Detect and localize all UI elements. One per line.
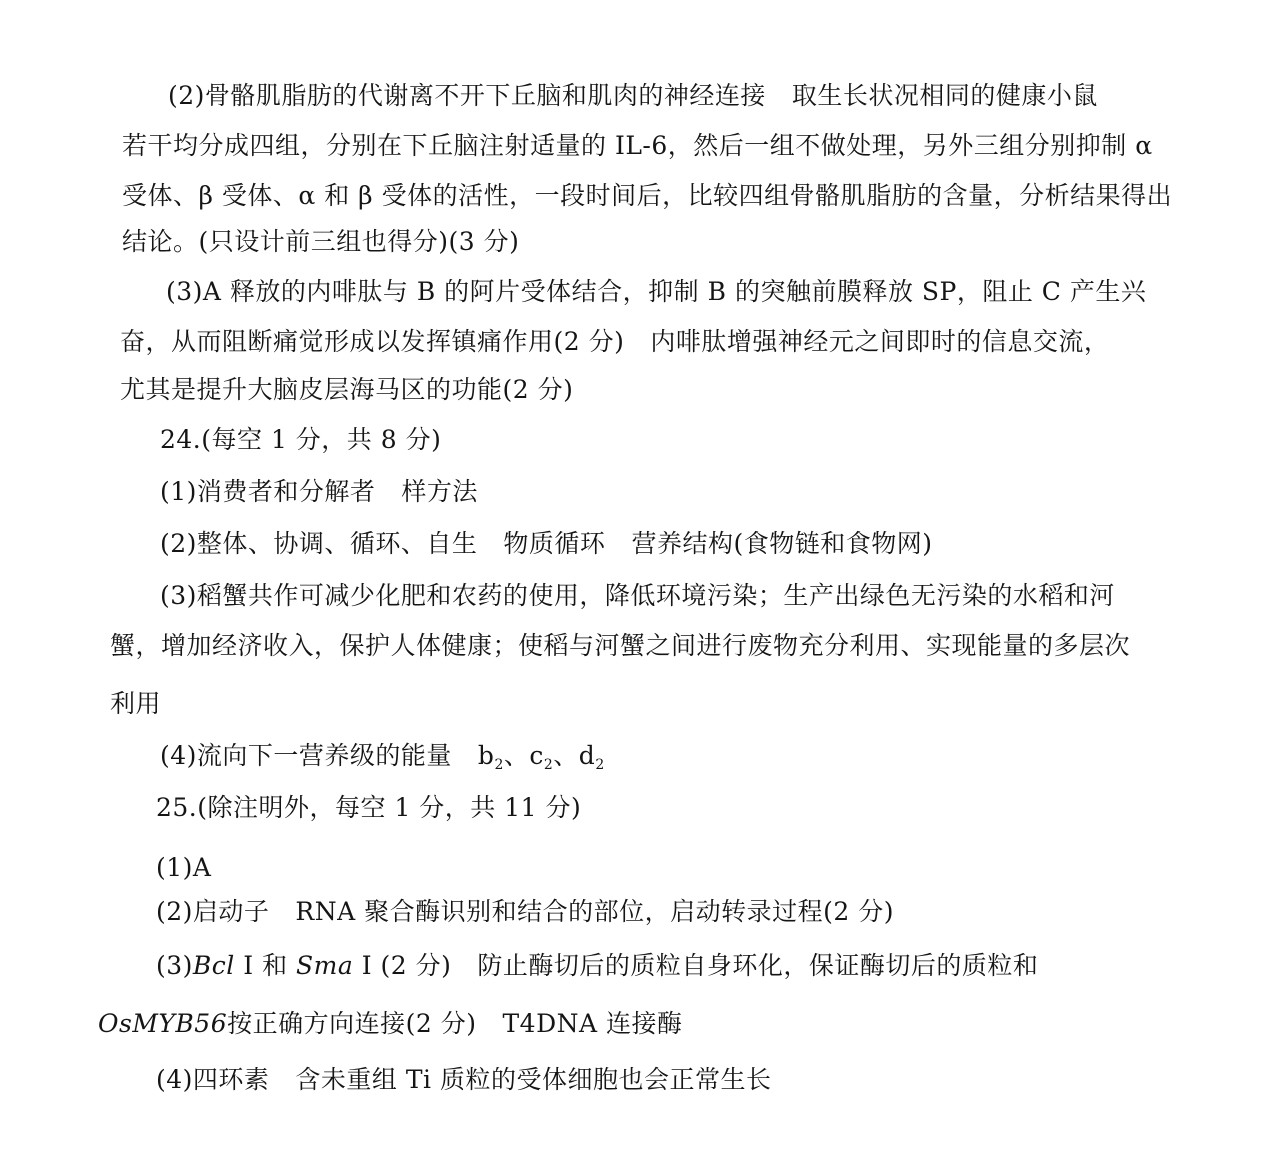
q24-3-line-3: 利用 bbox=[110, 689, 162, 718]
energy-separator-c: 、c bbox=[503, 741, 544, 770]
q23-3-line-3: 尤其是提升大脑皮层海马区的功能(2 分) bbox=[120, 375, 574, 404]
q23-3-line-1: (3)A 释放的内啡肽与 B 的阿片受体结合，抑制 B 的突触前膜释放 SP，阻止 C 产生兴 bbox=[166, 277, 1147, 306]
q24-part-4 bbox=[160, 740, 605, 781]
q25-3-line-1 bbox=[156, 950, 1038, 982]
enzyme-bcl: Bcl bbox=[192, 951, 235, 980]
q23-2-answer-a: (2)骨骼肌脂肪的代谢离不开下丘脑和肌肉的神经连接 bbox=[168, 81, 766, 110]
q23-2-line-2: 若干均分成四组，分别在下丘脑注射适量的 IL-6，然后一组不做处理，另外三组分别抑制 α bbox=[122, 131, 1153, 160]
q24-3-line-1: (3)稻蟹共作可减少化肥和农药的使用，降低环境污染；生产出绿色无污染的水稻和河 bbox=[160, 581, 1115, 610]
q24-4-answer-a: (4)流向下一营养级的能量 bbox=[160, 741, 452, 770]
q25-4-answer-a: (4)四环素 bbox=[156, 1065, 270, 1094]
q24-1-answer-a: (1)消费者和分解者 bbox=[160, 477, 376, 506]
subscript-c: 2 bbox=[543, 757, 554, 773]
q25-3-line2-a: 按正确方向连接(2 分) bbox=[227, 1009, 477, 1038]
q24-1-answer-b: 样方法 bbox=[401, 477, 478, 506]
q25-3-line2-b: T4DNA 连接酶 bbox=[502, 1009, 683, 1038]
q24-2-answer-c: 营养结构(食物链和食物网) bbox=[631, 529, 933, 558]
q24-2-answer-a: (2)整体、协调、循环、自生 bbox=[160, 529, 478, 558]
q24-4-answer-b bbox=[477, 741, 605, 773]
enzyme-sma: Sma bbox=[296, 951, 354, 980]
q24-3-line-2: 蟹，增加经济收入，保护人体健康；使稻与河蟹之间进行废物充分利用、实现能量的多层次 bbox=[110, 631, 1131, 660]
q23-2-line-4: 结论。(只设计前三组也得分)(3 分) bbox=[122, 227, 520, 256]
q25-3-answer-b: 防止酶切后的质粒自身环化，保证酶切后的质粒和 bbox=[477, 951, 1039, 980]
q24-header: 24.(每空 1 分，共 8 分) bbox=[160, 425, 442, 454]
subscript-b: 2 bbox=[494, 757, 504, 773]
q23-2-line-3: 受体、β 受体、α 和 β 受体的活性，一段时间后，比较四组骨骼肌脂肪的含量，分析结果得出 bbox=[122, 181, 1173, 210]
q25-part-2 bbox=[156, 896, 894, 928]
q24-part-1 bbox=[160, 476, 478, 508]
q23-2-answer-b: 取生长状况相同的健康小鼠 bbox=[791, 81, 1098, 110]
q25-3-prefix: (3) bbox=[156, 951, 193, 980]
subscript-d: 2 bbox=[595, 757, 605, 773]
q25-4-answer-b: 含未重组 Ti 质粒的受体细胞也会正常生长 bbox=[295, 1065, 772, 1094]
energy-symbol-b: b bbox=[477, 741, 495, 770]
q23-3-answer-b: 内啡肽增强神经元之间即时的信息交流， bbox=[650, 327, 1110, 356]
q24-2-answer-b: 物质循环 bbox=[503, 529, 606, 558]
q25-3-line-2 bbox=[98, 1008, 683, 1040]
q25-header: 25.(除注明外，每空 1 分，共 11 分) bbox=[156, 793, 582, 822]
q25-part-4 bbox=[156, 1064, 772, 1096]
q23-3-line-2 bbox=[120, 326, 1109, 358]
gene-osmyb56: OsMYB56 bbox=[98, 1009, 228, 1038]
q25-part-1: (1)A bbox=[156, 853, 212, 882]
energy-separator-d: 、d bbox=[553, 741, 596, 770]
q25-2-answer-a: (2)启动子 bbox=[156, 897, 270, 926]
q25-3-score: Ⅰ (2 分) bbox=[353, 951, 452, 980]
q23-3-answer-a: 奋，从而阻断痛觉形成以发挥镇痛作用(2 分) bbox=[120, 327, 625, 356]
q25-2-answer-b: RNA 聚合酶识别和结合的部位，启动转录过程(2 分) bbox=[295, 897, 894, 926]
q24-part-2 bbox=[160, 528, 932, 560]
q23-2-line-1 bbox=[168, 80, 1098, 112]
q25-3-and: Ⅰ 和 bbox=[234, 951, 297, 980]
